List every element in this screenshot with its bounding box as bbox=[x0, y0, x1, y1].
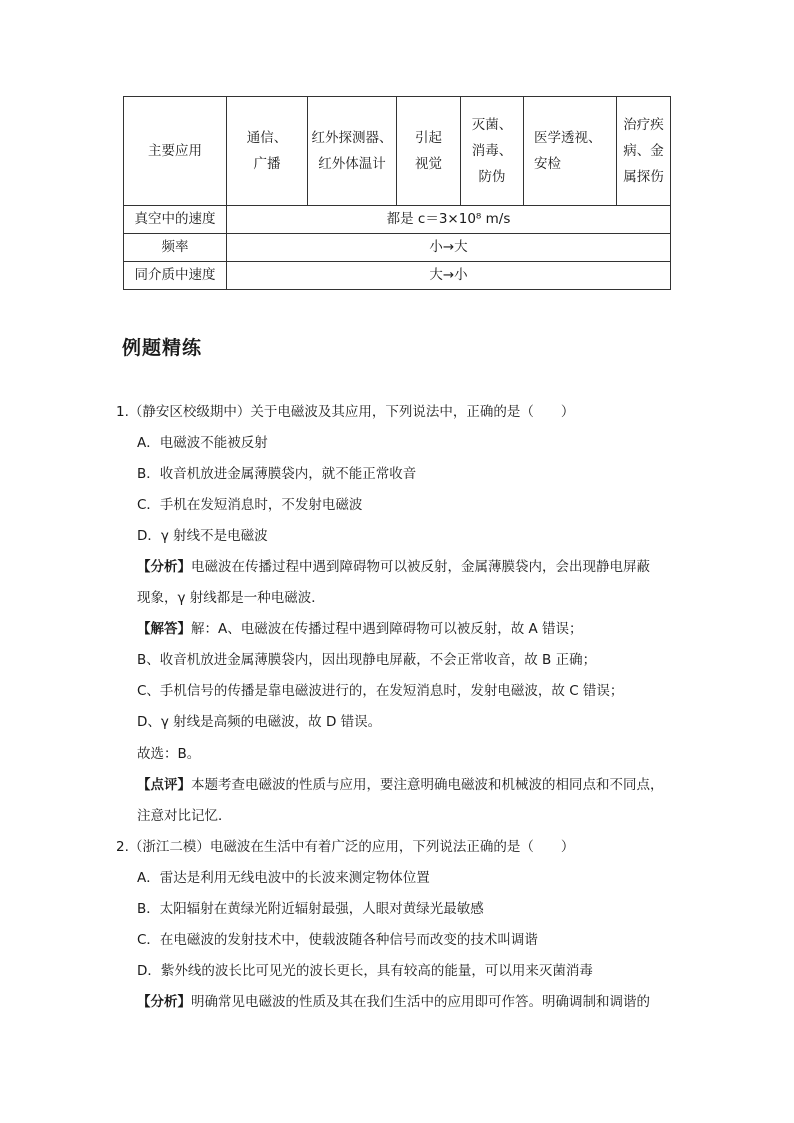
q1-option-d: D．γ 射线不是电磁波 bbox=[137, 528, 268, 544]
app-cell-radio: 通信、 广播 bbox=[227, 97, 308, 206]
q1-answer: 【解答】解：A、电磁波在传播过程中遇到障碍物可以被反射，故 A 错误； bbox=[137, 621, 583, 637]
q1-answer-d: D、γ 射线是高频的电磁波，故 D 错误。 bbox=[137, 714, 382, 730]
question-1-stem: 1.（静安区校级期中）关于电磁波及其应用，下列说法中，正确的是（ ） bbox=[116, 404, 575, 420]
row-value: 都是 c＝3×10⁸ m/s bbox=[227, 206, 671, 234]
app-cell-ultraviolet: 灭菌、 消毒、 防伪 bbox=[461, 97, 524, 206]
app-cell-gamma: 治疗疾 病、金 属探伤 bbox=[617, 97, 671, 206]
vacuum-speed-row bbox=[124, 206, 671, 234]
analysis-tag: 【分析】 bbox=[137, 994, 191, 1010]
app-cell-infrared: 红外探测器、 红外体温计 bbox=[308, 97, 397, 206]
applications-row bbox=[124, 97, 671, 206]
analysis-tag: 【分析】 bbox=[137, 559, 191, 575]
q1-analysis: 【分析】电磁波在传播过程中遇到障碍物可以被反射，金属薄膜袋内，会出现静电屏蔽 bbox=[137, 559, 650, 575]
q1-option-c: C．手机在发短消息时，不发射电磁波 bbox=[137, 497, 363, 513]
q2-analysis: 【分析】明确常见电磁波的性质及其在我们生活中的应用即可作答。明确调制和调谐的 bbox=[137, 994, 650, 1010]
q1-option-a: A．电磁波不能被反射 bbox=[137, 435, 268, 451]
app-cell-visible: 引起 视觉 bbox=[397, 97, 461, 206]
q2-option-a: A．雷达是利用无线电波中的长波来测定物体位置 bbox=[137, 870, 430, 886]
q1-analysis-cont: 现象，γ 射线都是一种电磁波． bbox=[137, 590, 325, 606]
section-heading: 例题精练 bbox=[122, 337, 203, 359]
frequency-row bbox=[124, 234, 671, 262]
q2-option-b: B．太阳辐射在黄绿光附近辐射最强，人眼对黄绿光最敏感 bbox=[137, 901, 484, 917]
medium-speed-row bbox=[124, 262, 671, 290]
row-value: 小→大 bbox=[227, 234, 671, 262]
answer-tag: 【解答】 bbox=[137, 621, 191, 637]
q1-comment-cont: 注意对比记忆． bbox=[137, 808, 232, 824]
applications-label: 主要应用 bbox=[124, 97, 227, 206]
row-label: 频率 bbox=[124, 234, 227, 262]
question-2-stem: 2.（浙江二模）电磁波在生活中有着广泛的应用，下列说法正确的是（ ） bbox=[116, 839, 575, 855]
comment-tag: 【点评】 bbox=[137, 777, 191, 793]
row-label: 真空中的速度 bbox=[124, 206, 227, 234]
q1-answer-b: B、收音机放进金属薄膜袋内，因出现静电屏蔽，不会正常收音，故 B 正确； bbox=[137, 652, 597, 668]
em-spectrum-table bbox=[123, 96, 671, 290]
q1-option-b: B．收音机放进金属薄膜袋内，就不能正常收音 bbox=[137, 466, 417, 482]
q1-comment: 【点评】本题考查电磁波的性质与应用，要注意明确电磁波和机械波的相同点和不同点， bbox=[137, 777, 664, 793]
row-label: 同介质中速度 bbox=[124, 262, 227, 290]
q1-answer-c: C、手机信号的传播是靠电磁波进行的，在发短消息时，发射电磁波，故 C 错误； bbox=[137, 683, 624, 699]
q2-option-d: D．紫外线的波长比可见光的波长更长，具有较高的能量，可以用来灭菌消毒 bbox=[137, 963, 593, 979]
q1-choice: 故选：B。 bbox=[137, 746, 201, 762]
app-cell-xray: 医学透视、 安检 bbox=[524, 97, 617, 206]
row-value: 大→小 bbox=[227, 262, 671, 290]
q2-option-c: C．在电磁波的发射技术中，使载波随各种信号而改变的技术叫调谐 bbox=[137, 932, 538, 948]
